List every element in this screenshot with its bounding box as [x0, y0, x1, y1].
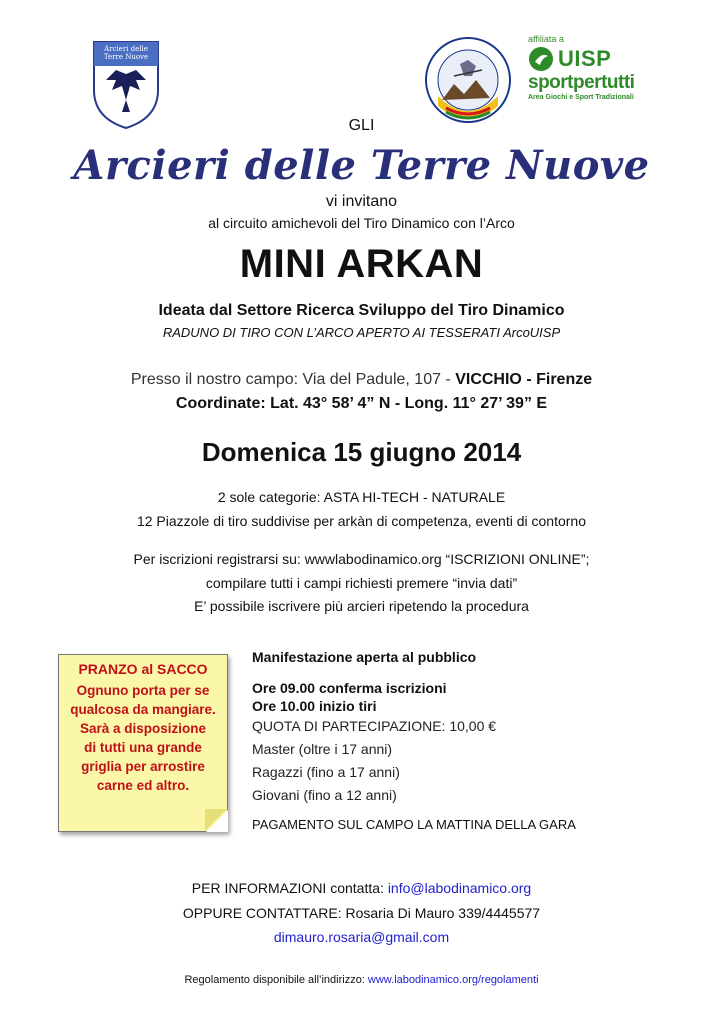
schedule-confirm: Ore 09.00 conferma iscrizioni [252, 680, 447, 696]
note-line: Ognuno porta per se [76, 683, 210, 698]
address-prefix: Presso il nostro campo: Via del Padule, 107 - [130, 371, 456, 388]
note-body [59, 681, 227, 795]
uisp-affiliation: affiliata a [528, 34, 564, 44]
note-line: di tutti una grande [84, 740, 202, 755]
fee-master: Master (oltre i 17 anni) [252, 741, 393, 757]
address-city: VICCHIO - Firenze [455, 371, 593, 388]
note-fold-shade [205, 809, 227, 831]
fee-giovani: Giovani (fino a 12 anni) [252, 787, 397, 803]
event-pitches: 12 Piazzole di tiro suddivise per arkàn di competenza, eventi di contorno [136, 513, 587, 529]
uisp-name: UISP [558, 46, 612, 71]
dynamic-archery-logo [424, 36, 512, 124]
club-name: Arcieri delle Terre Nuove [73, 142, 650, 189]
note-title: PRANZO al SACCO [78, 661, 208, 677]
event-coordinates: Coordinate: Lat. 43° 58’ 4” N - Long. 11° 27’ 39” E [175, 395, 548, 412]
shield-label: Arcieri delle Terre Nuove [103, 45, 149, 61]
uisp-logo [528, 34, 678, 124]
archery-emblem-icon [424, 36, 512, 124]
registration-line-3: E’ possibile iscrivere più arcieri ripetendo la procedura [194, 598, 529, 614]
event-subtitle-2: RADUNO DI TIRO CON L’ARCO APERTO AI TESSERATI ArcoUISP [162, 325, 561, 340]
intro-text: GLI [348, 117, 375, 134]
payment-note: PAGAMENTO SUL CAMPO LA MATTINA DELLA GARA [252, 817, 576, 832]
uisp-area: Area Giochi e Sport Tradizionali [528, 94, 634, 101]
schedule-column [252, 649, 682, 832]
info-email-link[interactable]: info@labodinamico.org [387, 880, 532, 896]
note-line: griglia per arrostire [81, 759, 205, 774]
event-date: Domenica 15 giugno 2014 [201, 437, 522, 467]
registration-line-1: Per iscrizioni registrarsi su: wwwlabodinamico.org “ISCRIZIONI ONLINE”; [133, 551, 590, 567]
event-subtitle: Ideata dal Settore Ricerca Sviluppo del Tiro Dinamico [158, 302, 565, 319]
event-address [0, 371, 723, 389]
open-to-public: Manifestazione aperta al pubblico [252, 649, 477, 665]
registration-line-2: compilare tutti i campi richiesti premere “invia dati” [205, 575, 518, 591]
info-phone-contact: OPPURE CONTATTARE: Rosaria Di Mauro 339/4445577 [182, 905, 541, 921]
invite-line-1: vi invitano [325, 193, 398, 210]
footer [0, 974, 723, 986]
info-email-2 [0, 929, 723, 945]
secondary-email-link[interactable]: dimauro.rosaria@gmail.com [273, 929, 450, 945]
info-contact [0, 880, 723, 896]
uisp-tagline: sportpertutti [528, 72, 635, 93]
note-line: Sarà a disposizione [79, 721, 207, 736]
lunch-note [58, 654, 228, 832]
participation-fee: QUOTA DI PARTECIPAZIONE: 10,00 € [252, 718, 497, 734]
note-line: qualcosa da mangiare. [70, 702, 216, 717]
event-categories: 2 sole categorie: ASTA HI-TECH - NATURALE [217, 489, 506, 505]
note-line: carne ed altro. [96, 778, 190, 793]
schedule-start: Ore 10.00 inizio tiri [252, 698, 377, 714]
runner-icon [528, 46, 554, 72]
event-title: MINI ARKAN [239, 242, 484, 286]
info-label: PER INFORMAZIONI contatta: [191, 880, 388, 896]
footer-label: Regolamento disponibile all’indirizzo: [184, 974, 368, 986]
rules-link[interactable]: www.labodinamico.org/regolamenti [367, 974, 539, 986]
invite-line-2: al circuito amichevoli del Tiro Dinamico con l’Arco [208, 215, 515, 231]
fee-ragazzi: Ragazzi (fino a 17 anni) [252, 764, 400, 780]
